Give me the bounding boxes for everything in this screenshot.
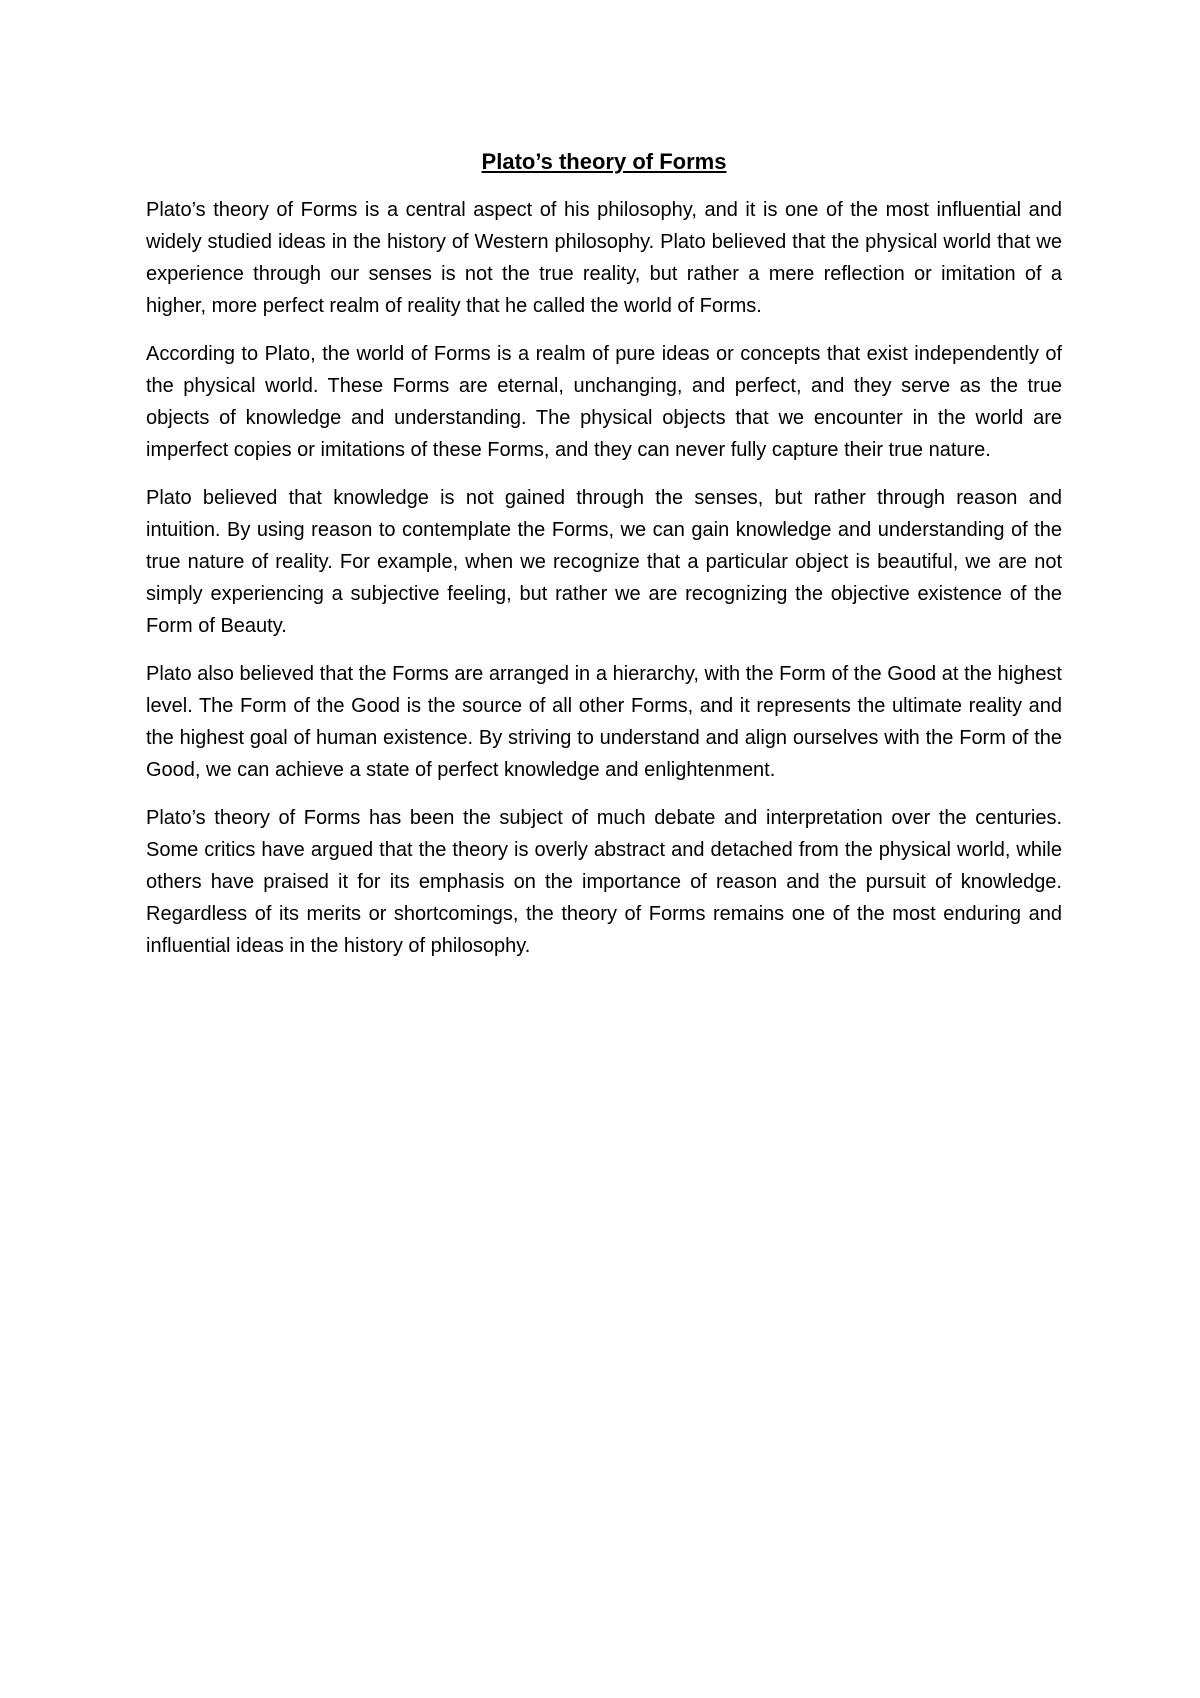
paragraph-3: Plato believed that knowledge is not gained through the senses, but rather through reason and intuition. By using reason to contemplate the Forms, we can gain knowledge and understanding of the true nature of reality. For example, when we recognize that a particular object is beautiful, we are not simply experiencing a subjective feeling, but rather we are recognizing the objective existence of the Form of Beauty.	[146, 487, 1062, 637]
paragraph-5: Plato’s theory of Forms has been the subject of much debate and interpretation over the centuries. Some critics have argued that the theory is overly abstract and detached from the physical world, while others have praised it for its emphasis on the importance of reason and the pursuit of knowledge. Regardless of its merits or shortcomings, the theory of Forms remains one of the most enduring and influential ideas in the history of philosophy.	[146, 807, 1062, 957]
document-title: Plato’s theory of Forms	[481, 149, 727, 174]
paragraph-2: According to Plato, the world of Forms is a realm of pure ideas or concepts that exist independently of the physical world. These Forms are eternal, unchanging, and perfect, and they serve as the true objects of knowledge and understanding. The physical objects that we encounter in the world are imperfect copies or imitations of these Forms, and they can never fully capture their true nature.	[146, 343, 1062, 461]
paragraph-1: Plato’s theory of Forms is a central aspect of his philosophy, and it is one of the most influential and widely studied ideas in the history of Western philosophy. Plato believed that the physical world that we experience through our senses is not the true reality, but rather a mere reflection or imitation of a higher, more perfect realm of reality that he called the world of Forms.	[146, 199, 1062, 317]
document-body	[146, 146, 1062, 978]
paragraph-4: Plato also believed that the Forms are arranged in a hierarchy, with the Form of the Good at the highest level. The Form of the Good is the source of all other Forms, and it represents the ultimate reality and the highest goal of human existence. By striving to understand and align ourselves with the Form of the Good, we can achieve a state of perfect knowledge and enlightenment.	[146, 663, 1062, 781]
